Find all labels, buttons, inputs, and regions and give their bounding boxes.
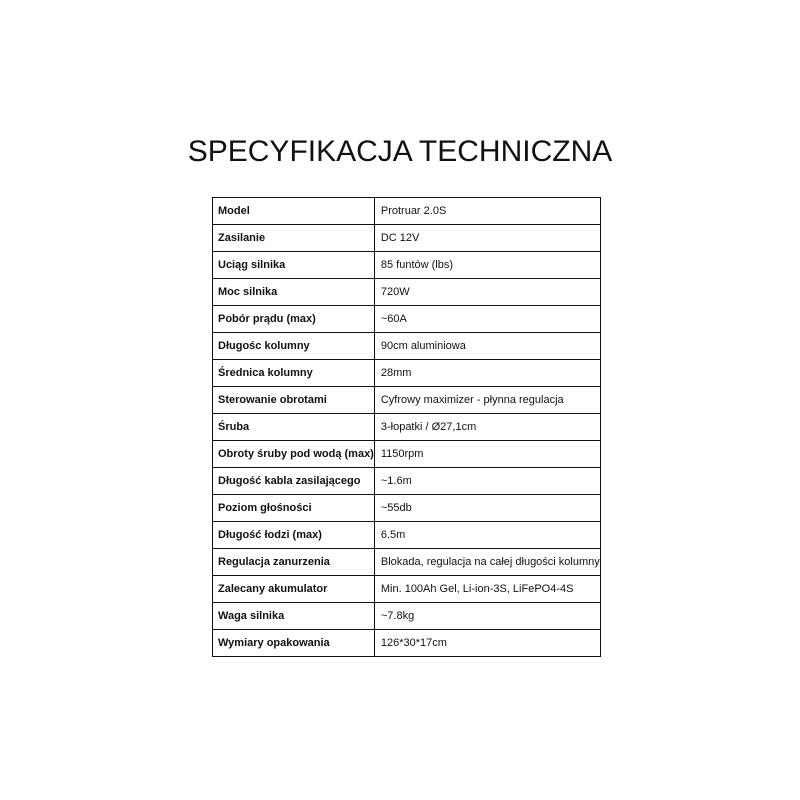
table-row	[213, 495, 601, 522]
spec-label: Wymiary opakowania	[213, 630, 375, 657]
spec-value: Protruar 2.0S	[374, 198, 600, 225]
page-title: SPECYFIKACJA TECHNICZNA	[187, 135, 613, 168]
spec-value: DC 12V	[374, 225, 600, 252]
spec-label: Śruba	[213, 414, 375, 441]
table-row	[213, 549, 601, 576]
spec-value: 126*30*17cm	[374, 630, 600, 657]
table-row	[213, 414, 601, 441]
spec-label: Poziom głośności	[213, 495, 375, 522]
spec-value: 85 funtów (lbs)	[374, 252, 600, 279]
spec-value: 1150rpm	[374, 441, 600, 468]
spec-value: Min. 100Ah Gel, Li-ion-3S, LiFePO4-4S	[374, 576, 600, 603]
spec-label: Moc silnika	[213, 279, 375, 306]
table-row	[213, 198, 601, 225]
table-row	[213, 603, 601, 630]
table-row	[213, 576, 601, 603]
spec-label: Zalecany akumulator	[213, 576, 375, 603]
spec-value: ~55db	[374, 495, 600, 522]
table-row	[213, 360, 601, 387]
spec-value: 6.5m	[374, 522, 600, 549]
table-row	[213, 387, 601, 414]
spec-label: Zasilanie	[213, 225, 375, 252]
table-row	[213, 279, 601, 306]
spec-value: 720W	[374, 279, 600, 306]
spec-value: Blokada, regulacja na całej długości kolumny	[374, 549, 600, 576]
spec-label: Długość kabla zasilającego	[213, 468, 375, 495]
spec-label: Średnica kolumny	[213, 360, 375, 387]
spec-label: Uciąg silnika	[213, 252, 375, 279]
spec-label: Waga silnika	[213, 603, 375, 630]
spec-table	[212, 197, 601, 657]
table-row	[213, 333, 601, 360]
spec-label: Pobór prądu (max)	[213, 306, 375, 333]
spec-label: Długość łodzi (max)	[213, 522, 375, 549]
table-row	[213, 441, 601, 468]
spec-value: ~60A	[374, 306, 600, 333]
table-row	[213, 306, 601, 333]
spec-label: Regulacja zanurzenia	[213, 549, 375, 576]
table-row	[213, 468, 601, 495]
table-row	[213, 522, 601, 549]
spec-label: Sterowanie obrotami	[213, 387, 375, 414]
spec-value: ~7.8kg	[374, 603, 600, 630]
spec-value: 90cm aluminiowa	[374, 333, 600, 360]
spec-label: Obroty śruby pod wodą (max)	[213, 441, 375, 468]
spec-value: Cyfrowy maximizer - płynna regulacja	[374, 387, 600, 414]
table-row	[213, 630, 601, 657]
table-row	[213, 225, 601, 252]
table-row	[213, 252, 601, 279]
spec-label: Długośc kolumny	[213, 333, 375, 360]
spec-value: 3-łopatki / Ø27,1cm	[374, 414, 600, 441]
spec-value: ~1.6m	[374, 468, 600, 495]
spec-label: Model	[213, 198, 375, 225]
spec-value: 28mm	[374, 360, 600, 387]
